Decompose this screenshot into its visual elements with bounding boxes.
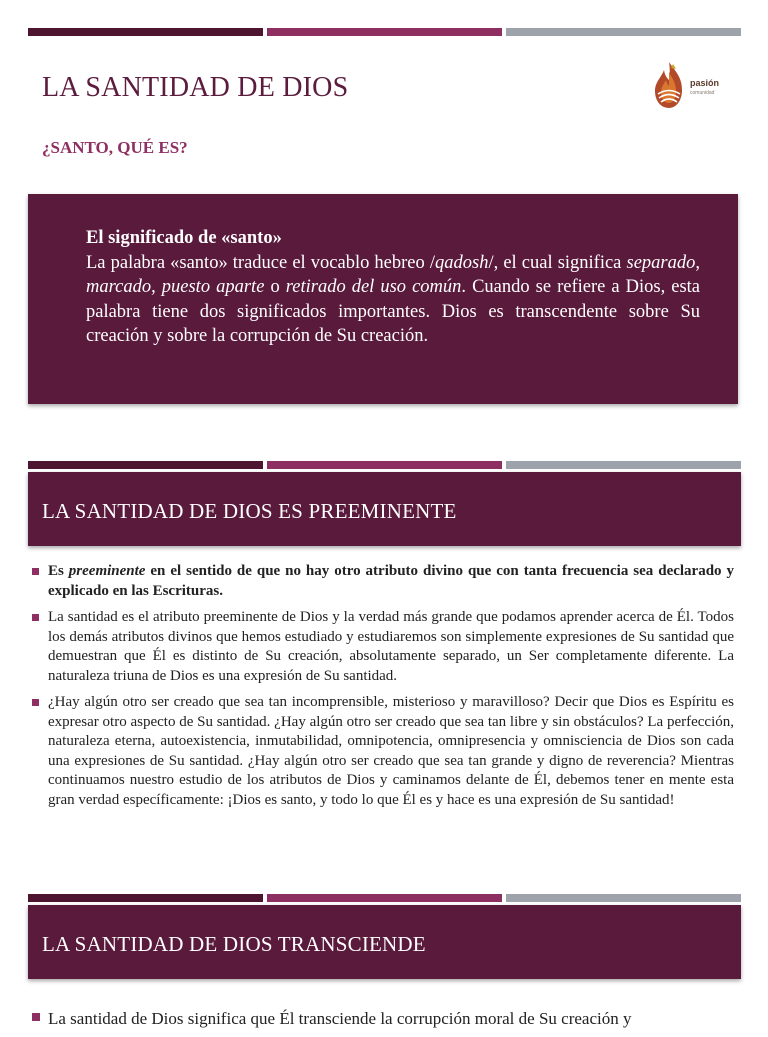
pasion-logo — [652, 60, 732, 112]
section-stripe — [28, 894, 741, 902]
section-title-band — [28, 472, 741, 546]
definition-heading: El significado de «santo» — [86, 228, 282, 248]
definition-text — [86, 226, 700, 349]
top-stripe — [28, 28, 741, 36]
logo-tagline: comunidad — [690, 90, 715, 96]
bullet-marker-icon — [32, 699, 39, 706]
logo-name: pasión — [690, 78, 720, 88]
bullet-list — [30, 562, 734, 817]
bullet-marker-icon — [32, 614, 39, 621]
bullet-item: Es preeminente en el sentido de que no hay otro atributo divino que con tanta frecuencia sea declarado y explicado en las Escrituras. — [30, 562, 734, 601]
definition-paragraph: La palabra «santo» traduce el vocablo hebreo /qadosh/, el cual significa separado, marcado, puesto aparte o retirado del uso común. Cuando se refiere a Dios, esta palabra tiene dos significados importantes. Dios es transcendente sobre Su creación y sobre la corrupción de Su creación. — [86, 252, 701, 346]
bullet-marker-icon — [32, 1013, 40, 1021]
slide-subtitle: ¿SANTO, QUÉ ES? — [42, 138, 188, 157]
bullet-item: ¿Hay algún otro ser creado que sea tan incomprensible, misterioso y maravilloso? Decir que Dios es Espíritu es expresar otro aspecto de Su santidad. ¿Hay algún otro ser creado que sea tan libre y sin obstáculos? La perfección, naturaleza eterna, autoexistencia, inmutabilidad, omnipotencia, omnipresencia y omnisciencia de Dios son cada una expresiones de Su santidad. ¿Hay algún otro ser creado que sea tan grande y digno de reverencia? Mientras continuamos nuestro estudio de los atributos de Dios y caminamos delante de Él, debemos tener en mente esta gran verdad específicamente: ¡Dios es santo, y todo lo que Él es y hace es una expresión de Su santidad! — [30, 693, 734, 810]
section-title: LA SANTIDAD DE DIOS ES PREEMINENTE — [42, 499, 457, 523]
section-title: LA SANTIDAD DE DIOS TRANSCIENDE — [42, 932, 426, 956]
section-title-band — [28, 905, 741, 979]
flame-logo-icon — [652, 60, 688, 112]
slide-title: LA SANTIDAD DE DIOS — [42, 72, 349, 103]
bullet-item: La santidad de Dios significa que Él transciende la corrupción moral de Su creación y — [30, 1008, 734, 1030]
section-stripe — [28, 461, 741, 469]
bullet-list — [30, 1008, 734, 1037]
definition-box — [28, 194, 738, 404]
bullet-marker-icon — [32, 568, 39, 575]
bullet-item: La santidad es el atributo preeminente de Dios y la verdad más grande que podamos aprender acerca de Él. Todos los demás atributos divinos que hemos estudiado y estudiaremos son simplemente expresiones de Su santidad que demuestran que Él es distinto de Su creación, absolutamente separado, un Ser completamente diferente. La naturaleza triuna de Dios es una expresión de Su santidad. — [30, 608, 734, 686]
